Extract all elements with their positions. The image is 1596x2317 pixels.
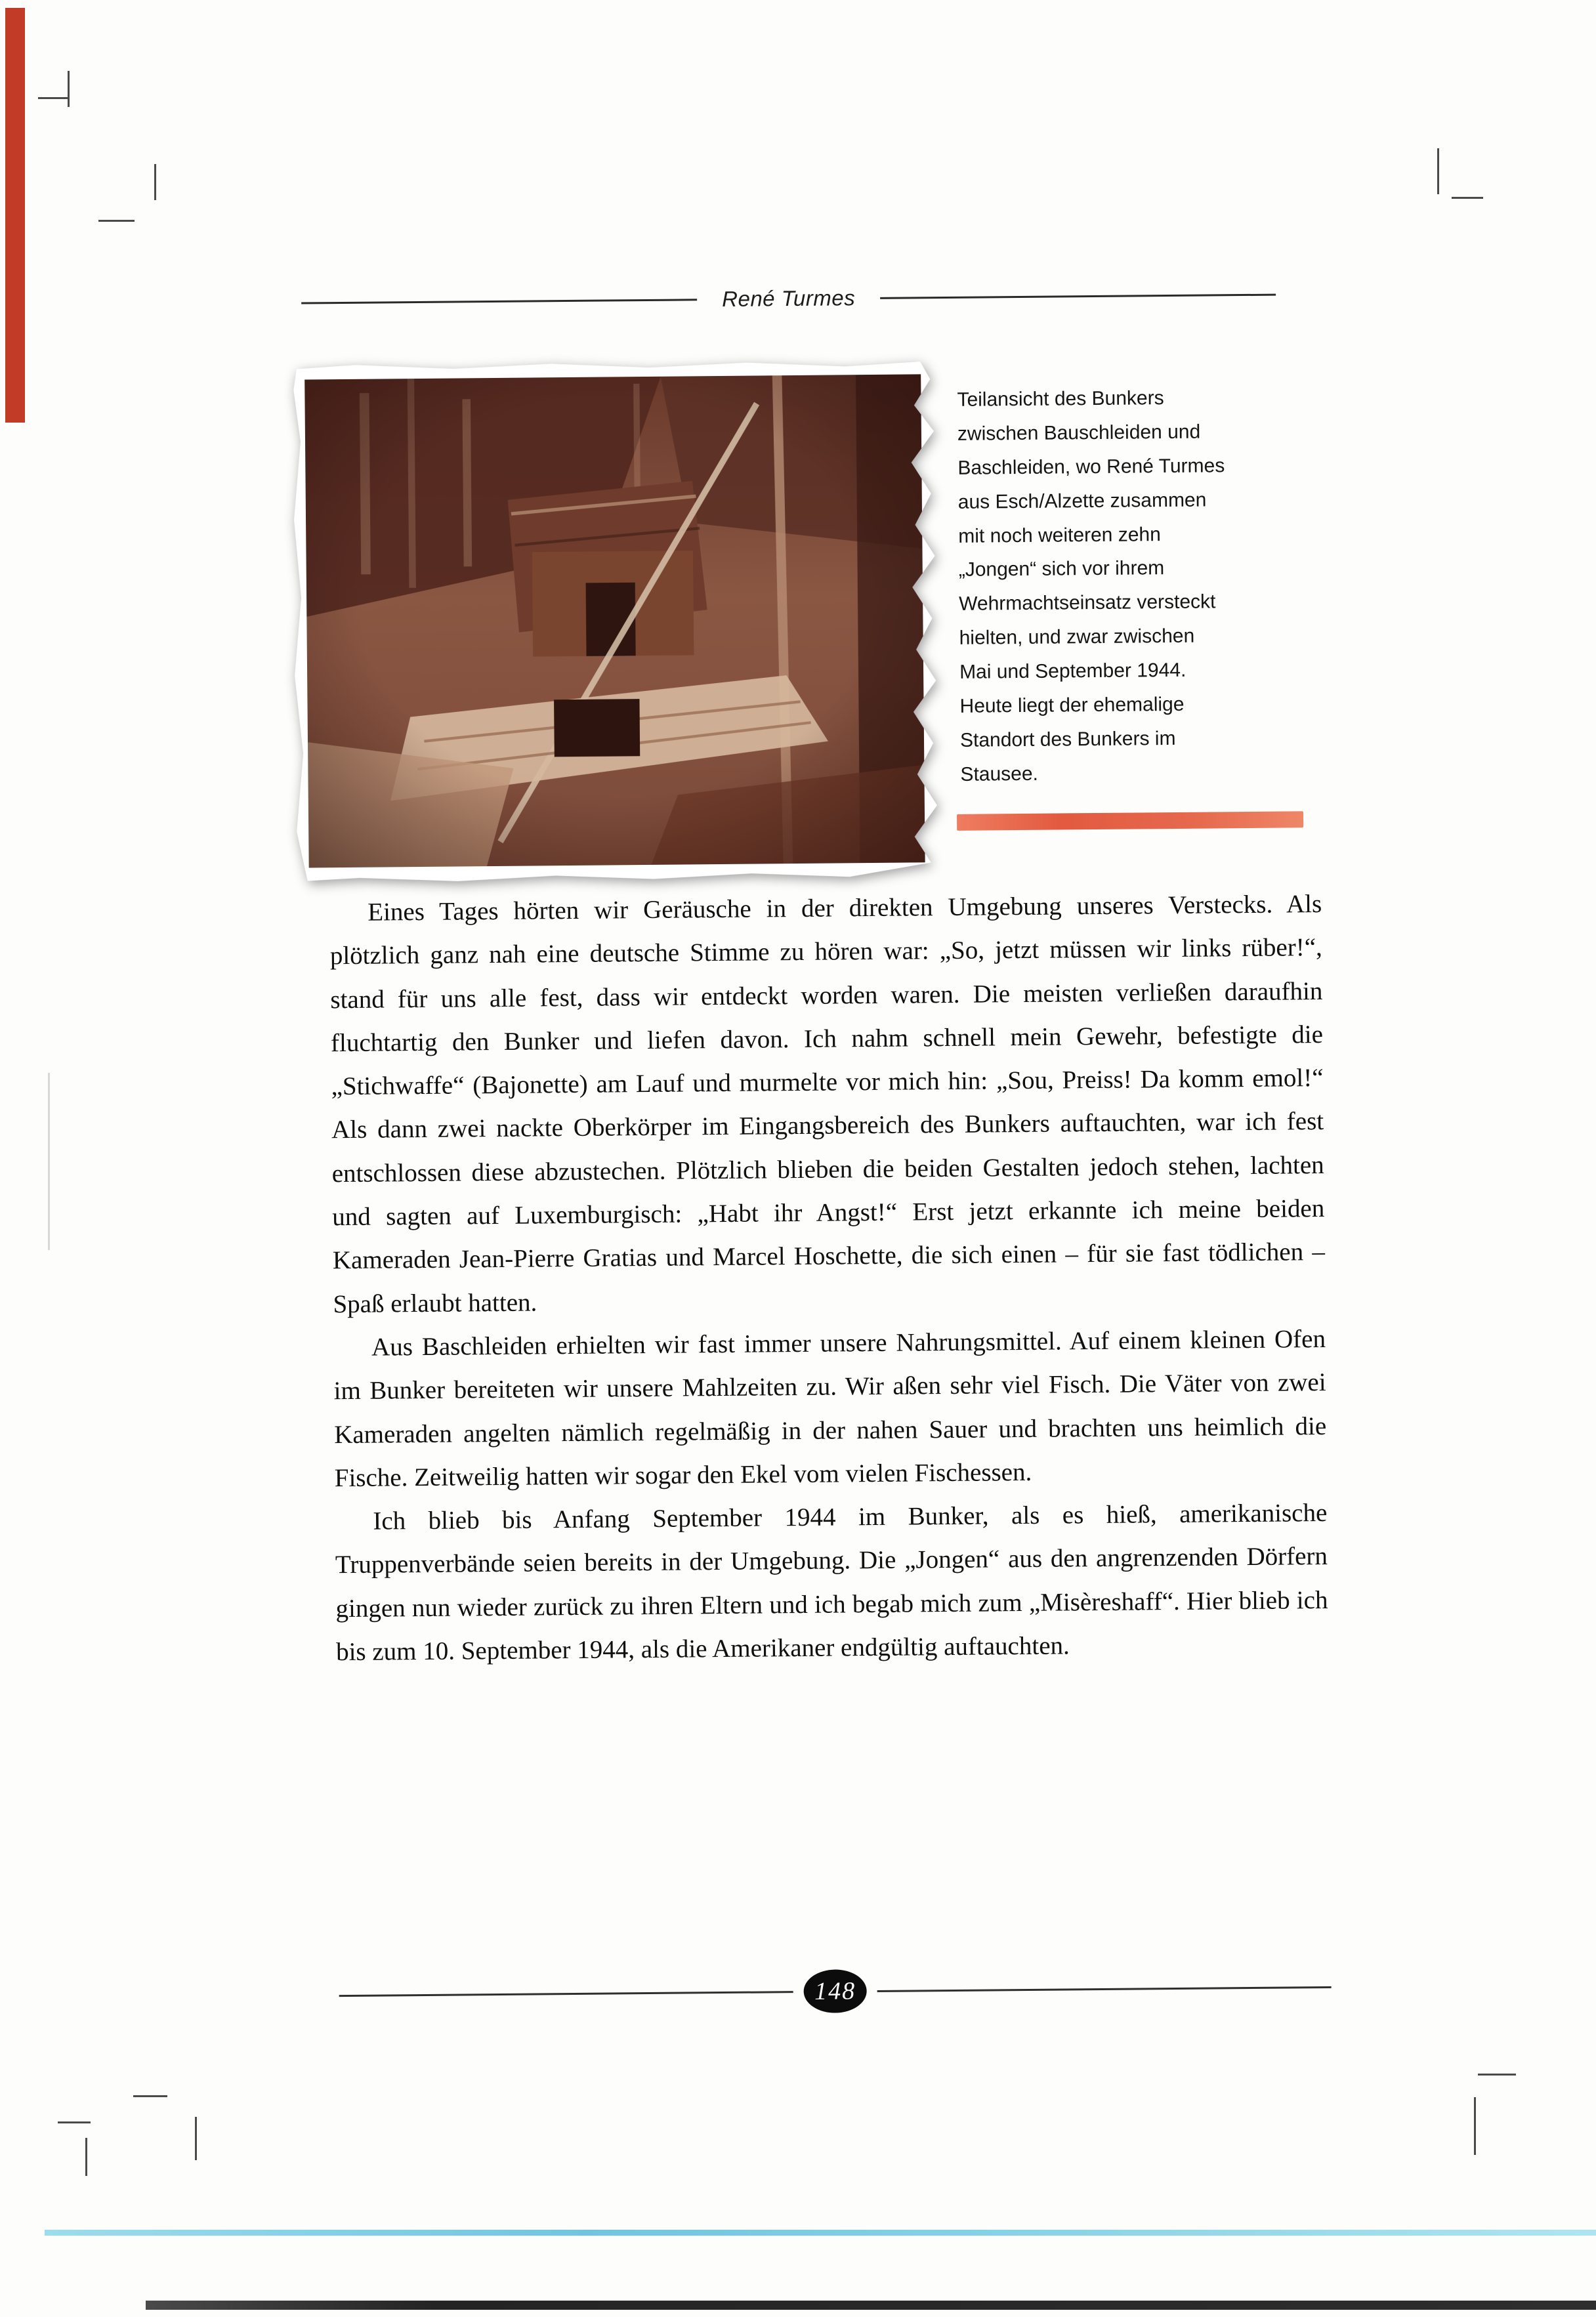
body-paragraph: Aus Baschleiden erhielten wir fast immer unsere Nahrungsmittel. Auf einem kleinen Ofen im Bunker bereiteten wir unsere Mahlzeiten zu. Wir aßen sehr viel Fisch. Die Väter von zwei Kameraden angelten nämlich regelmäßig in der nahen Sauer und brachten uns heimlich die Fische. Zeitweilig hatten wir sogar den Ekel vom vielen Fischessen. [333, 1324, 1327, 1493]
bunker-photo-figure [290, 358, 948, 884]
body-paragraph: Eines Tages hörten wir Geräusche in der direkten Umgebung unseres Verstecks. Als plötzlich ganz nah eine deutsche Stimme zu hören war: „So, jetzt müssen wir links rüber!“, stand für uns alle fest, dass wir entdeckt worden waren. Die meisten verließen daraufhin fluchtartig den Bunker und liefen davon. Ich nahm schnell mein Gewehr, befestigte die „Stichwaffe“ (Bajonette) am Lauf und murmelte vor mich hin: „Sou, Preiss! Da komm emol!“ Als dann zwei nackte Oberkörper im Eingangsbereich des Bunkers auftauchten, war ich fest entschlossen diese abzustechen. Plötzlich blieben die beiden Gestalten jedoch stehen, lachten und sagten auf Luxemburgisch: „Habt ihr Angst!“ Erst jetzt erkannte ich meine beiden Kameraden Jean-Pierre Gratias und Marcel Hoschette, die sich einen – für sie fast tödlichen – Spaß erlaubt hatten. [329, 890, 1326, 1318]
page-footer [339, 1964, 1332, 2018]
footer-rule-left [339, 1991, 793, 1997]
caption-orange-rule [957, 811, 1303, 831]
page-header-title: René Turmes [722, 285, 856, 311]
page-number-badge [803, 1969, 867, 2013]
header-rule-right [880, 293, 1276, 299]
page-number: 148 [814, 1977, 856, 2005]
photo-caption: Teilansicht des Bunkers zwischen Bauschleiden und Baschleiden, wo René Turmes aus Esch/Alzette zusammen mit noch weiteren zehn „Jongen“ sich vor ihrem Wehrmachtseinsatz versteckt hielten, und zwar zwischen Mai und September 1944. Heute liegt der ehemalige Standort des Bunkers im Stausee. [957, 387, 1225, 785]
body-paragraph: Ich blieb bis Anfang September 1944 im Bunker, als es hieß, amerikanische Truppenverbände seien bereits in der Umgebung. Die „Jongen“ aus den angrenzenden Dörfern gingen nun wieder zurück zu ihren Eltern und ich begab mich zum „Misèreshaff“. Hier blieb ich bis zum 10. September 1944, als die Amerikaner endgültig auftauchten. [335, 1499, 1328, 1667]
body-text [329, 883, 1328, 1674]
header-rule-left [301, 299, 697, 304]
photo-torn-frame [290, 358, 948, 884]
bunker-photo [304, 374, 925, 867]
footer-rule-right [877, 1986, 1332, 1992]
page-header [301, 282, 1276, 316]
